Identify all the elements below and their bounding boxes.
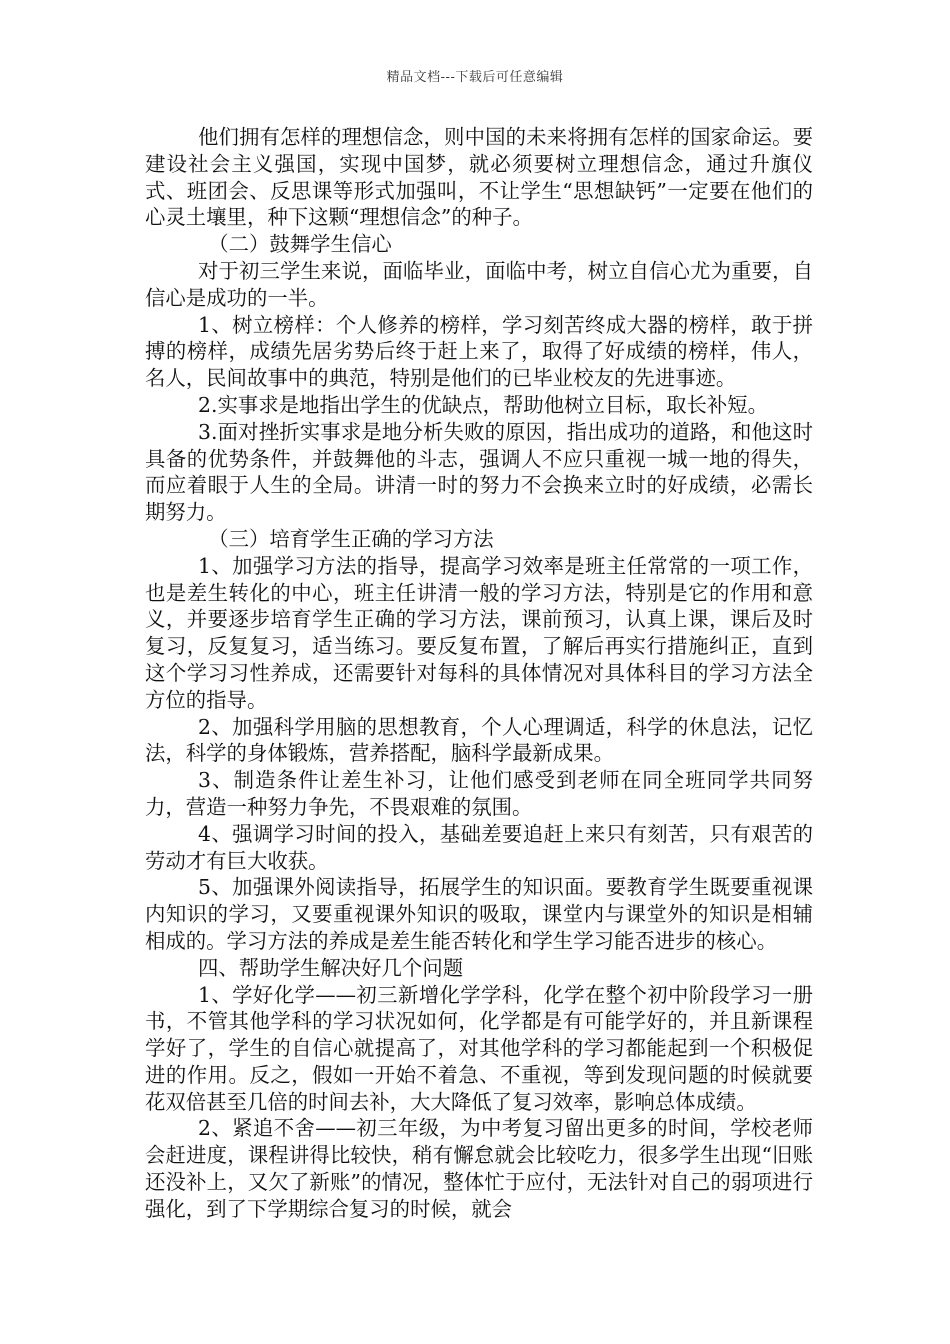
document-body [145,124,813,1223]
section-heading: （三）培育学生正确的学习方法 [208,526,494,551]
paragraph: 1、加强学习方法的指导，提高学习效率是班主任常常的一项工作，也是差生转化的中心，班主任讲清一般的学习方法，特别是它的作用和意义，并要逐步培育学生正确的学习方法，课前预习，认真上课，课后及时复习，反复复习，适当练习。要反复布置，了解后再实行措施纠正，直到这个学习习性养成，还需要针对每科的具体情况对具体科目的学习方法全方位的指导。 [145,553,813,712]
paragraph: 4、强调学习时间的投入，基础差要追赶上来只有刻苦，只有艰苦的劳动才有巨大收获。 [145,821,813,873]
section-heading: 四、帮助学生解决好几个问题 [198,955,464,980]
paragraph: 2、加强科学用脑的思想教育，个人心理调适，科学的休息法，记忆法，科学的身体锻炼，营养搭配，脑科学最新成果。 [145,714,813,766]
paragraph: 他们拥有怎样的理想信念，则中国的未来将拥有怎样的国家命运。要建设社会主义强国，实现中国梦，就必须要树立理想信念，通过升旗仪式、班团会、反思课等形式加强叫，不让学生“思想缺钙”一定要在他们的心灵土壤里，种下这颗“理想信念”的种子。 [145,125,813,230]
paragraph: 2、紧追不舍——初三年级，为中考复习留出更多的时间，学校老师会赶进度，课程讲得比较快，稍有懈怠就会比较吃力，很多学生出现“旧账还没补上，又欠了新账”的情况，整体忙于应付，无法针对自己的弱项进行强化，到了下学期综合复习的时候，就会 [145,1116,813,1221]
paragraph: 2.实事求是地指出学生的优缺点，帮助他树立目标，取长补短。 [198,392,769,417]
paragraph: 1、学好化学——初三新增化学学科，化学在整个初中阶段学习一册书，不管其他学科的学习状况如何，化学都是有可能学好的，并且新课程学好了，学生的自信心就提高了，对其他学科的学习都能起到一个积极促进的作用。反之，假如一开始不着急、不重视，等到发现问题的时候就要花双倍甚至几倍的时间去补，大大降低了复习效率，影响总体成绩。 [145,982,813,1114]
paragraph: 5、加强课外阅读指导，拓展学生的知识面。要教育学生既要重视课内知识的学习，又要重视课外知识的吸取，课堂内与课堂外的知识是相辅相成的。学习方法的养成是差生能否转化和学生学习能否进步的核心。 [145,875,813,953]
paragraph: 对于初三学生来说，面临毕业，面临中考，树立自信心尤为重要，自信心是成功的一半。 [145,258,813,310]
section-heading: （二）鼓舞学生信心 [208,232,392,257]
paragraph: 3.面对挫折实事求是地分析失败的原因，指出成功的道路，和他这时具备的优势条件，并鼓舞他的斗志，强调人不应只重视一城一地的得失，而应着眼于人生的全局。讲清一时的努力不会换来立时的好成绩，必需长期努力。 [145,419,813,525]
paragraph: 1、树立榜样：个人修养的榜样，学习刻苦终成大器的榜样，敢于拼搏的榜样，成绩先居劣势后终于赶上来了，取得了好成绩的榜样，伟人，名人，民间故事中的典范，特别是他们的已毕业校友的先进事迹。 [145,312,813,391]
paragraph: 3、制造条件让差生补习，让他们感受到老师在同全班同学共同努力，营造一种努力争先，不畏艰难的氛围。 [145,768,813,819]
page-header: 精品文档---下载后可任意编辑 [386,70,564,85]
